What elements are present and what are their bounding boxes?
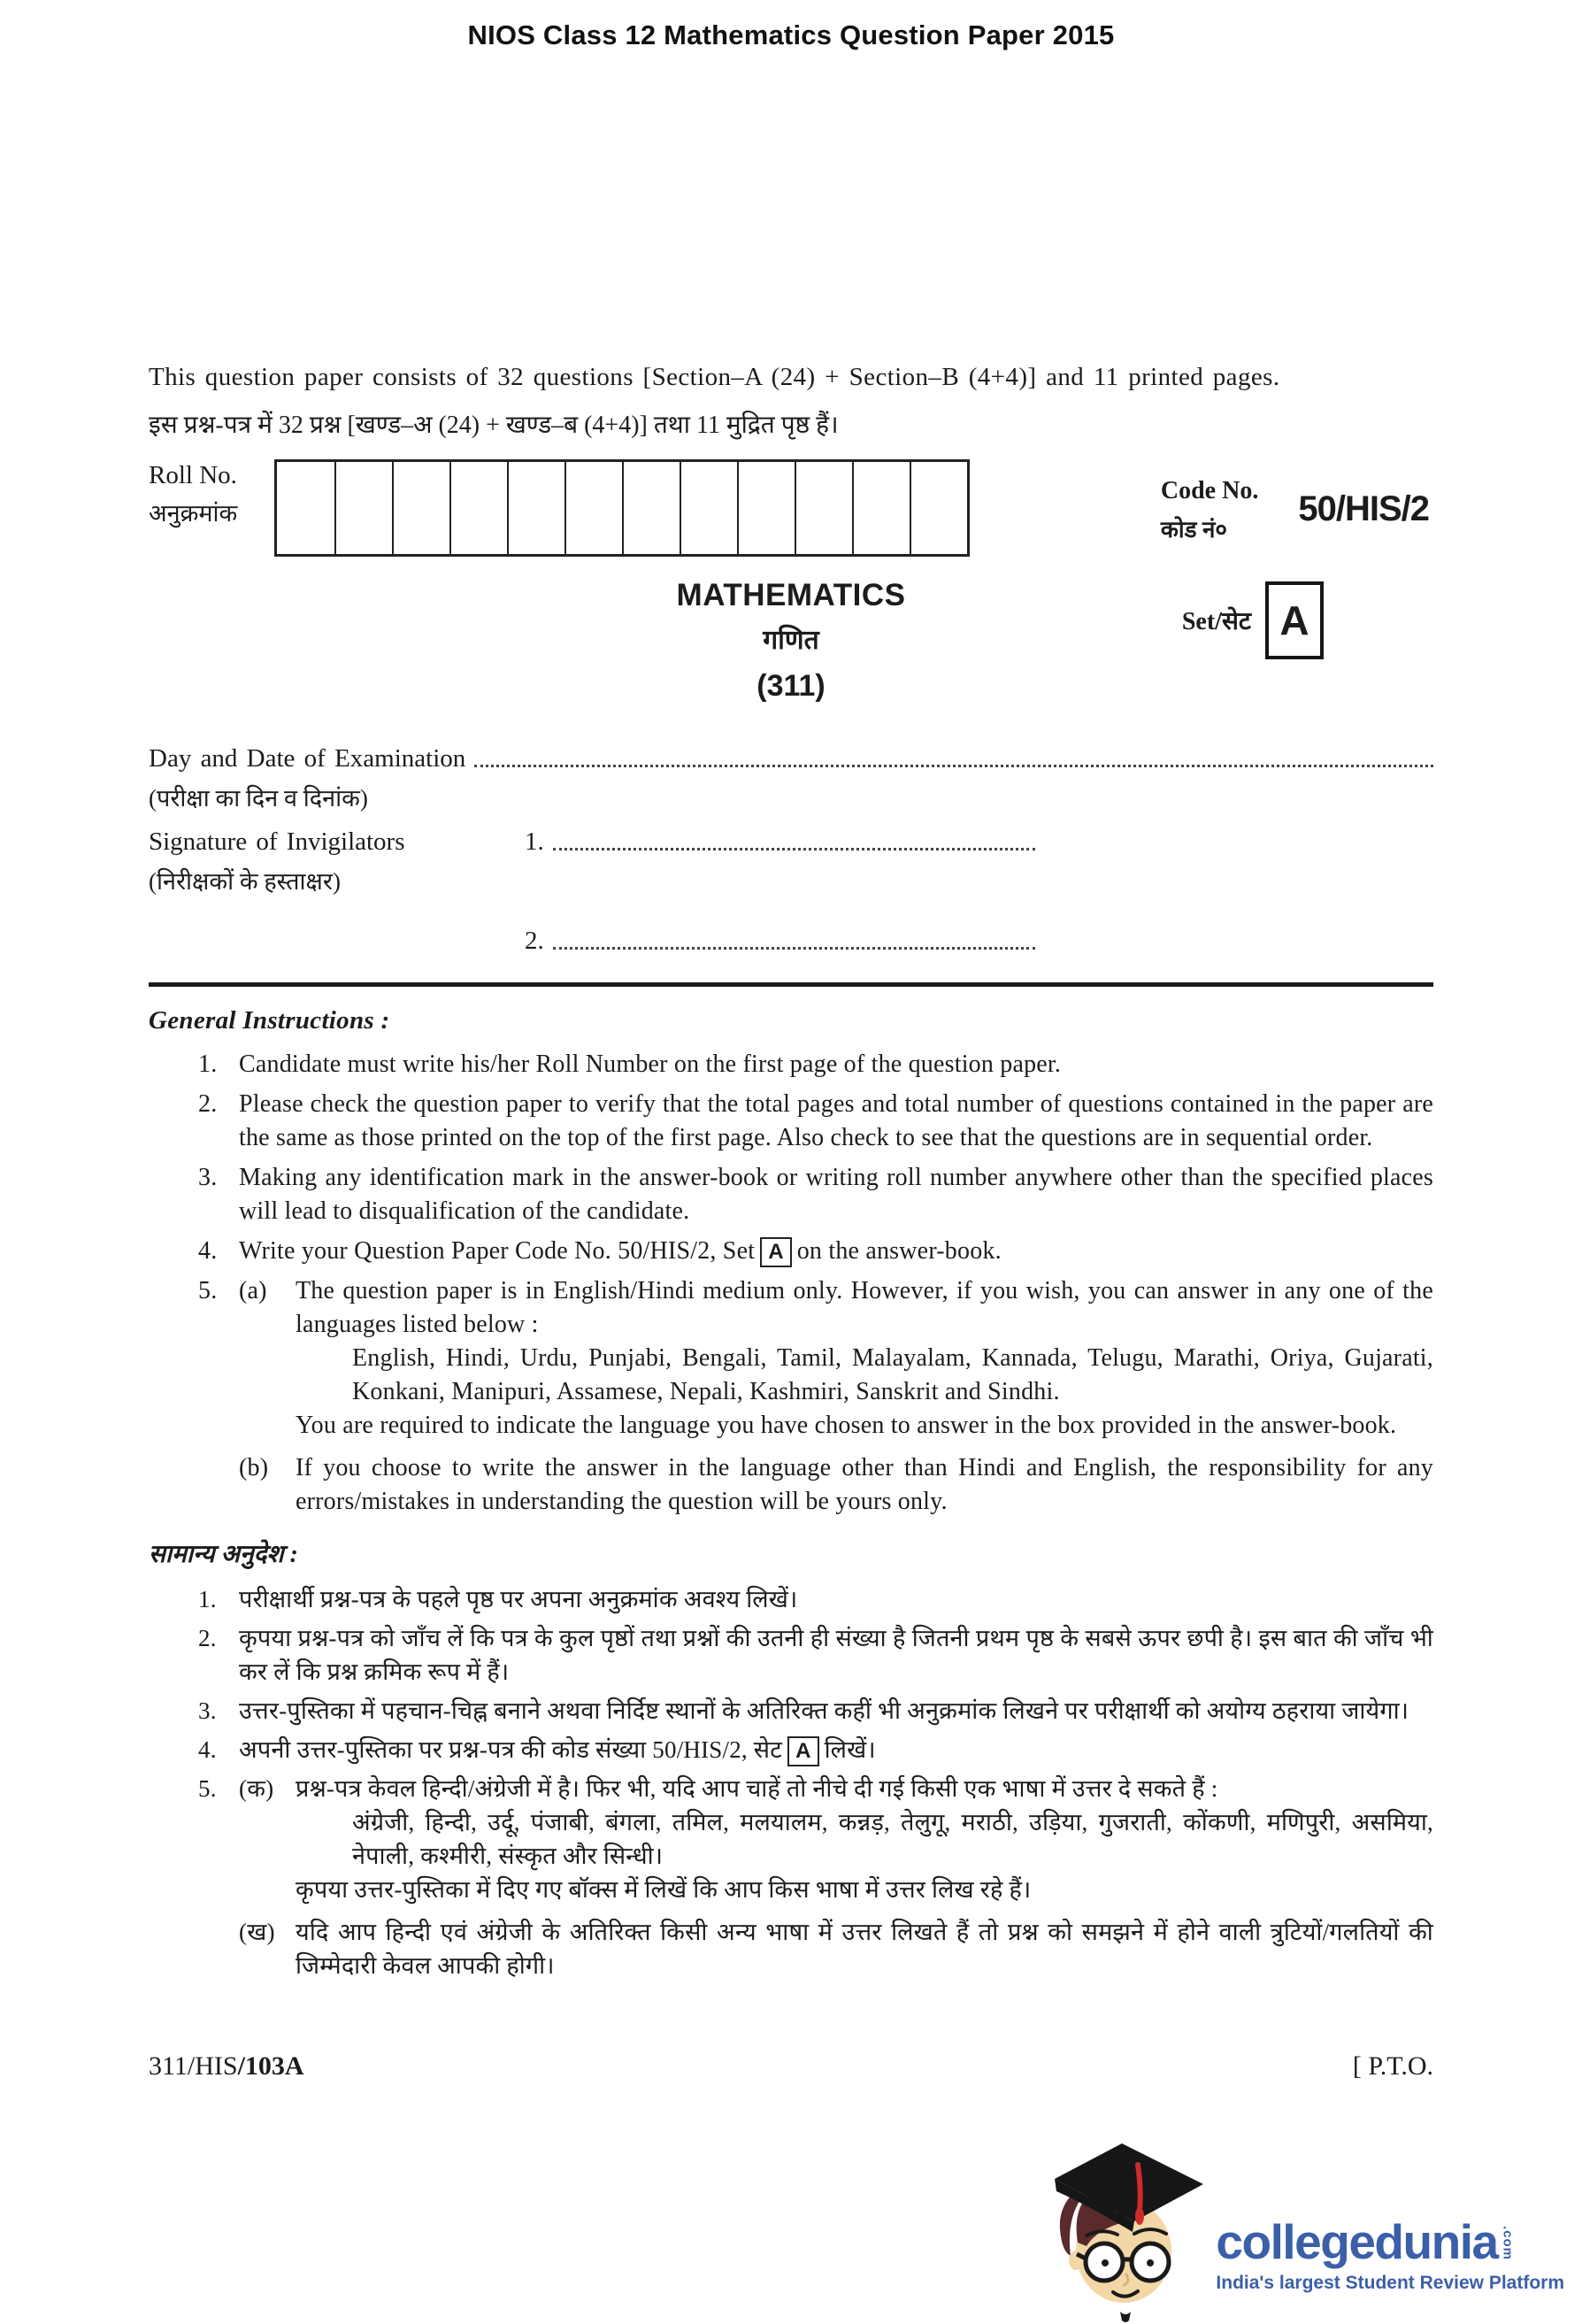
instruction-item-4 (198, 1235, 1433, 1268)
collegedunia-logo (1035, 2136, 1570, 2324)
instruction-item-2 (198, 1088, 1433, 1155)
languages-list: English, Hindi, Urdu, Punjabi, Bengali, Tamil, Malayalam, Kannada, Telugu, Marathi, Oriya, Gujarati, Konkani, Manipuri, Assamese, Nepali, Kashmiri, Sanskrit and Sindhi. (352, 1344, 1433, 1405)
item-text: उत्तर-पुस्तिका में पहचान-चिह्न बनाने अथवा निर्दिष्ट स्थानों के अतिरिक्त कहीं भी अनुक्रमांक लिखने पर परीक्षार्थी को अयोग्य ठहराया जायेगा। (239, 1697, 1409, 1724)
instruction-item-3 (198, 1161, 1433, 1228)
graduate-boy-mascot-icon (1035, 2136, 1212, 2324)
day-date-label: Day and Date of Examination (149, 744, 466, 773)
roll-number-label (149, 461, 237, 528)
roll-cell[interactable] (334, 462, 392, 554)
code-number-value: 50/HIS/2 (1298, 489, 1429, 528)
item-number: 4. (198, 1237, 218, 1265)
item-number: 2. (198, 1090, 218, 1118)
instruction-item-1 (198, 1048, 1433, 1081)
language-box-note: You are required to indicate the language you have chosen to answer in the box provided in the answer-book. (296, 1412, 1397, 1439)
item-text: परीक्षार्थी प्रश्न-पत्र के पहले पृष्ठ पर अपना अनुक्रमांक अवश्य लिखें। (239, 1586, 798, 1612)
brand-row (1216, 2214, 1564, 2269)
footer-pto: [ P.T.O. (1352, 2051, 1433, 2081)
roll-cell[interactable] (910, 462, 967, 554)
item-number: 3. (198, 1697, 217, 1724)
signature-line-2-number: 2. (525, 927, 544, 955)
sub-item-label: (b) (239, 1454, 269, 1481)
section-divider-rule (149, 982, 1433, 987)
item-text: Candidate must write his/her Roll Number on the first page of the question paper. (239, 1050, 1062, 1078)
item-number: 1. (198, 1050, 218, 1078)
item-number: 3. (198, 1164, 218, 1191)
sub-item-kha (239, 1915, 1433, 1982)
item-text (239, 1772, 1433, 1982)
hindi-instruction-item-1 (198, 1582, 1433, 1616)
day-date-label-hindi: (परीक्षा का दिन व दिनांक) (149, 785, 368, 812)
logo-text-block (1216, 2214, 1564, 2294)
item-number: 4. (198, 1736, 217, 1763)
signature-label: Signature of Invigilators (149, 827, 405, 856)
set-letter-box: A (787, 1736, 819, 1766)
sub-item-ka (239, 1772, 1433, 1906)
set-letter-box: A (760, 1237, 792, 1267)
roll-number-row (149, 459, 1433, 558)
roll-cell[interactable] (680, 462, 737, 554)
day-date-fill-line[interactable] (474, 765, 1433, 767)
code-number-block (1161, 477, 1429, 544)
hindi-instructions-list (198, 1582, 1433, 1982)
instruction-item-5 (198, 1274, 1433, 1519)
invigilator-signature-row-2 (525, 927, 1433, 956)
item-text (239, 1235, 1433, 1268)
sub-item-a (239, 1274, 1433, 1443)
footer-code-bold: /103A (237, 2051, 304, 2081)
sub-item-body (296, 1772, 1433, 1906)
code-number-labels (1161, 477, 1258, 544)
item-text-post: on the answer-book. (796, 1237, 1002, 1265)
hindi-instruction-item-5 (198, 1772, 1433, 1982)
page-title: NIOS Class 12 Mathematics Question Paper 2015 (467, 19, 1115, 50)
item-text: Please check the question paper to verify that the total pages and total number of questions contained in the paper are the same as those printed on the top of the first page. Also check to see that the questions are in sequential order. (239, 1090, 1433, 1151)
paper-note-english: This question paper consists of 32 questions [Section–A (24) + Section–B (4+4)] and 11 printed pages. (149, 363, 1280, 391)
subject-code: (311) (756, 669, 826, 703)
page-footer (149, 2051, 1433, 2082)
subject-title-hindi: गणित (763, 626, 819, 655)
roll-cell[interactable] (392, 462, 449, 554)
hindi-instructions-heading: सामान्य अनुदेश : (149, 1541, 298, 1568)
languages-list: अंग्रेजी, हिन्दी, उर्दू, पंजाबी, बंगला, तमिल, मलयालम, कन्नड़, तेलुगू, मराठी, उड़िया, गुजराती, कोंकणी, मणिपुरी, असमिया, नेपाली, कश्मीरी, संस्कृत और सिन्धी। (352, 1809, 1433, 1869)
item-number: 5. (198, 1277, 218, 1304)
brand-tagline: India's largest Student Review Platform (1216, 2273, 1564, 2293)
item-text: Making any identification mark in the answer-book or writing roll number anywhere other than the specified places will lead to disqualification of the candidate. (239, 1164, 1433, 1225)
general-instructions-heading: General Instructions : (149, 1006, 390, 1035)
roll-cell[interactable] (622, 462, 680, 554)
sub-item-text: प्रश्न-पत्र केवल हिन्दी/अंग्रेजी में है। फिर भी, यदि आप चाहें तो नीचे दी गई किसी एक भाषा में उत्तर दे सकते हैं : (296, 1775, 1218, 1802)
sub-item-text: If you choose to write the answer in the language other than Hindi and English, the responsibility for any errors/mistakes in understanding the question will be yours only. (296, 1454, 1433, 1515)
roll-cell[interactable] (277, 462, 334, 554)
item-number: 5. (198, 1775, 217, 1802)
item-text (239, 1274, 1433, 1519)
roll-number-label-en: Roll No. (149, 461, 237, 489)
roll-cell[interactable] (795, 462, 852, 554)
paper-note-hindi: इस प्रश्न-पत्र में 32 प्रश्न [खण्ड–अ (24) + खण्ड–ब (4+4)] तथा 11 मुद्रित पृष्ठ हैं। (149, 412, 839, 439)
language-box-note: कृपया उत्तर-पुस्तिका में दिए गए बॉक्स में लिखें कि आप किस भाषा में उत्तर लिख रहे हैं। (296, 1876, 1032, 1903)
item-text (239, 1733, 1433, 1766)
sub-item-label: (क) (239, 1775, 274, 1802)
roll-cell[interactable] (737, 462, 795, 554)
code-number-label-en: Code No. (1160, 477, 1259, 504)
hindi-instruction-item-3 (198, 1694, 1433, 1728)
item-number: 1. (198, 1586, 217, 1612)
brand-name: collegedunia (1216, 2214, 1498, 2269)
subject-block (149, 578, 1433, 704)
sub-item-label: (ख) (239, 1919, 275, 1945)
signature-label-hindi: (निरीक्षकों के हस्ताक्षर) (149, 868, 341, 895)
item-text-pre: Write your Question Paper Code No. 50/HIS/2, Set (239, 1237, 756, 1265)
day-date-row (149, 744, 1433, 773)
set-label: Set/सेट (1181, 608, 1251, 635)
set-block (1182, 581, 1324, 659)
sub-item-text: यदि आप हिन्दी एवं अंग्रेजी के अतिरिक्त किसी अन्य भाषा में उत्तर लिखते हैं तो प्रश्न को समझने में होने वाली त्रुटियों/गलतियों की जिम्मेदारी केवल आपकी होगी। (296, 1919, 1433, 1979)
brand-tld: .com (1500, 2225, 1516, 2260)
signature-line-1-number: 1. (525, 827, 544, 856)
page-content (149, 0, 1433, 1988)
set-value-box: A (1265, 581, 1324, 659)
signature-fill-line-2[interactable] (553, 947, 1035, 950)
sub-item-label: (a) (239, 1277, 267, 1304)
footer-paper-code (149, 2051, 304, 2082)
item-text: कृपया प्रश्न-पत्र को जाँच लें कि पत्र के कुल पृष्ठों तथा प्रश्नों की उतनी ही संख्या है जितनी प्रथम पृष्ठ के सबसे ऊपर छपी है। इस बात की जाँच भी कर लें कि प्रश्न क्रमिक रूप में हैं। (239, 1625, 1433, 1685)
invigilator-signature-row-1 (149, 827, 1433, 857)
item-number: 2. (198, 1625, 217, 1651)
signature-fill-line-1[interactable] (553, 848, 1035, 850)
roll-cell[interactable] (852, 462, 910, 554)
footer-code-normal: 311/HIS (149, 2051, 238, 2081)
roll-number-label-hi: अनुक्रमांक (149, 500, 238, 527)
sub-item-body (296, 1274, 1433, 1443)
hindi-instruction-item-2 (198, 1621, 1433, 1689)
sub-item-b (239, 1451, 1433, 1519)
sub-item-text: The question paper is in English/Hindi medium only. However, if you wish, you can answer in any one of the languages listed below : (296, 1277, 1433, 1338)
roll-grid[interactable] (274, 459, 970, 557)
roll-cell[interactable] (449, 462, 507, 554)
item-text-pre: अपनी उत्तर-पुस्तिका पर प्रश्न-पत्र की कोड संख्या 50/HIS/2, सेट (239, 1736, 783, 1763)
roll-cell[interactable] (507, 462, 564, 554)
general-instructions-list (198, 1048, 1433, 1519)
code-number-label-hi: कोड नं० (1160, 517, 1227, 543)
roll-cell[interactable] (564, 462, 622, 554)
item-text-post: लिखें। (824, 1736, 876, 1763)
subject-title: MATHEMATICS (676, 578, 906, 612)
hindi-instruction-item-4 (198, 1733, 1433, 1766)
